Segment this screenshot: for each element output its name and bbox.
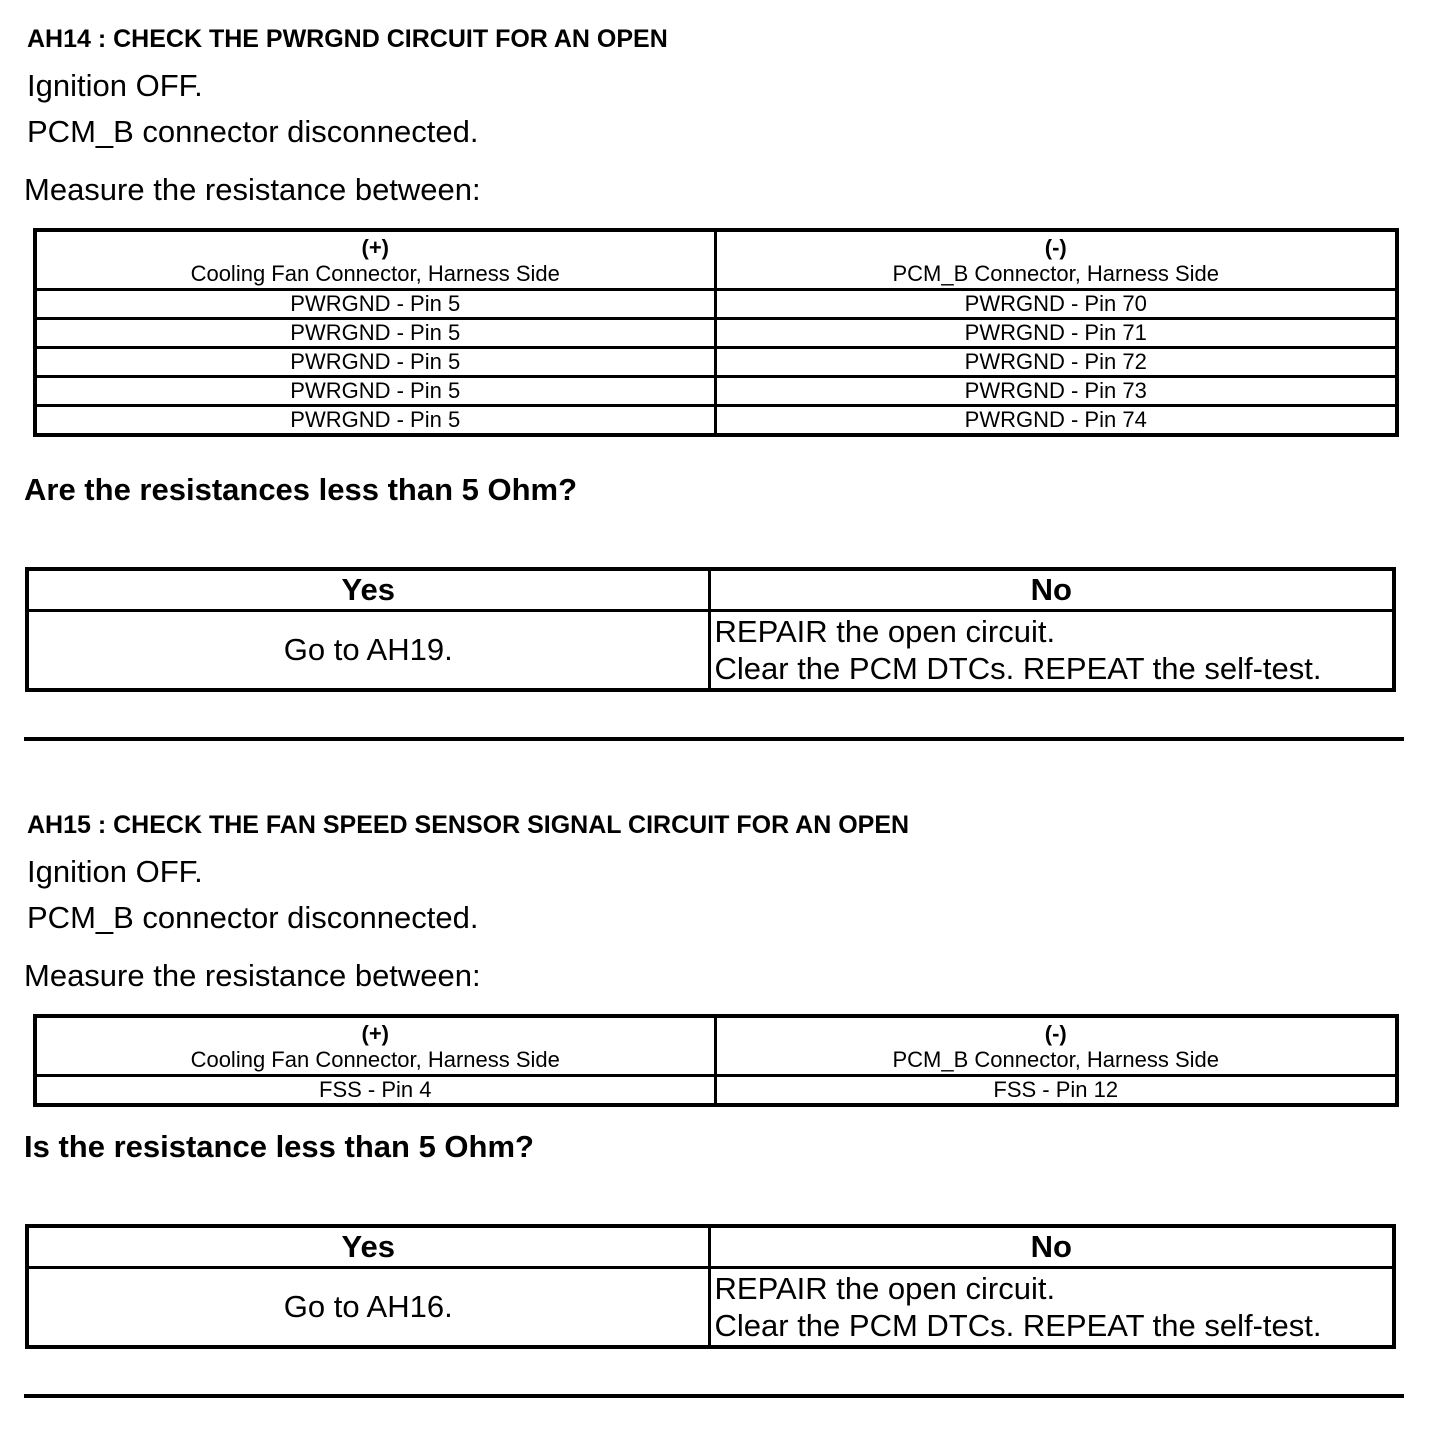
minus-label: PCM_B Connector, Harness Side <box>892 261 1219 286</box>
minus-cell: PWRGND - Pin 71 <box>715 319 1397 348</box>
no-action-line: REPAIR the open circuit. <box>714 614 1056 649</box>
measure-instruction: Measure the resistance between: <box>24 958 481 993</box>
table-row <box>35 319 1397 348</box>
section-divider <box>24 1394 1404 1398</box>
minus-label: PCM_B Connector, Harness Side <box>892 1047 1219 1072</box>
no-action-line: Clear the PCM DTCs. REPEAT the self-test. <box>714 1308 1322 1343</box>
minus-cell: PWRGND - Pin 72 <box>715 348 1397 377</box>
question: Is the resistance less than 5 Ohm? <box>24 1129 534 1164</box>
plus-sign: (+) <box>361 235 389 260</box>
yes-action: Go to AH16. <box>27 1268 709 1348</box>
yes-no-table <box>25 567 1396 692</box>
plus-header <box>35 1016 715 1076</box>
plus-header <box>35 230 715 290</box>
table-header-row <box>35 230 1397 290</box>
condition-connector: PCM_B connector disconnected. <box>27 900 479 935</box>
plus-sign: (+) <box>361 1021 389 1046</box>
yes-no-action-row <box>27 1268 1394 1348</box>
measurement-table <box>33 1014 1399 1107</box>
yes-action: Go to AH19. <box>27 611 709 691</box>
condition-connector: PCM_B connector disconnected. <box>27 114 479 149</box>
plus-label: Cooling Fan Connector, Harness Side <box>190 261 560 286</box>
no-header: No <box>709 1226 1394 1268</box>
measurement-table <box>33 228 1399 437</box>
no-action-line: Clear the PCM DTCs. REPEAT the self-test. <box>714 651 1322 686</box>
yes-no-header-row <box>27 569 1394 611</box>
minus-sign: (-) <box>1044 235 1067 260</box>
condition-ignition: Ignition OFF. <box>27 68 203 103</box>
plus-cell: PWRGND - Pin 5 <box>35 290 715 319</box>
yes-no-table <box>25 1224 1396 1349</box>
table-row <box>35 290 1397 319</box>
no-action-line: REPAIR the open circuit. <box>714 1271 1056 1306</box>
yes-no-action-row <box>27 611 1394 691</box>
measure-instruction: Measure the resistance between: <box>24 172 481 207</box>
step-title: AH14 : CHECK THE PWRGND CIRCUIT FOR AN OPEN <box>27 25 668 53</box>
question: Are the resistances less than 5 Ohm? <box>24 472 578 507</box>
plus-cell: FSS - Pin 4 <box>35 1076 715 1106</box>
step-title: AH15 : CHECK THE FAN SPEED SENSOR SIGNAL CIRCUIT FOR AN OPEN <box>27 811 910 839</box>
table-row <box>35 377 1397 406</box>
no-header: No <box>709 569 1394 611</box>
table-row <box>35 348 1397 377</box>
table-row <box>35 1076 1397 1106</box>
plus-cell: PWRGND - Pin 5 <box>35 406 715 436</box>
table-row <box>35 406 1397 436</box>
condition-ignition: Ignition OFF. <box>27 854 203 889</box>
no-action <box>709 611 1394 691</box>
minus-cell: FSS - Pin 12 <box>715 1076 1397 1106</box>
table-header-row <box>35 1016 1397 1076</box>
plus-cell: PWRGND - Pin 5 <box>35 319 715 348</box>
yes-header: Yes <box>27 569 709 611</box>
yes-header: Yes <box>27 1226 709 1268</box>
yes-no-header-row <box>27 1226 1394 1268</box>
no-action <box>709 1268 1394 1348</box>
minus-header <box>715 230 1397 290</box>
plus-label: Cooling Fan Connector, Harness Side <box>190 1047 560 1072</box>
minus-sign: (-) <box>1044 1021 1067 1046</box>
minus-cell: PWRGND - Pin 70 <box>715 290 1397 319</box>
minus-cell: PWRGND - Pin 73 <box>715 377 1397 406</box>
minus-cell: PWRGND - Pin 74 <box>715 406 1397 436</box>
plus-cell: PWRGND - Pin 5 <box>35 348 715 377</box>
section-divider <box>24 737 1404 741</box>
minus-header <box>715 1016 1397 1076</box>
plus-cell: PWRGND - Pin 5 <box>35 377 715 406</box>
